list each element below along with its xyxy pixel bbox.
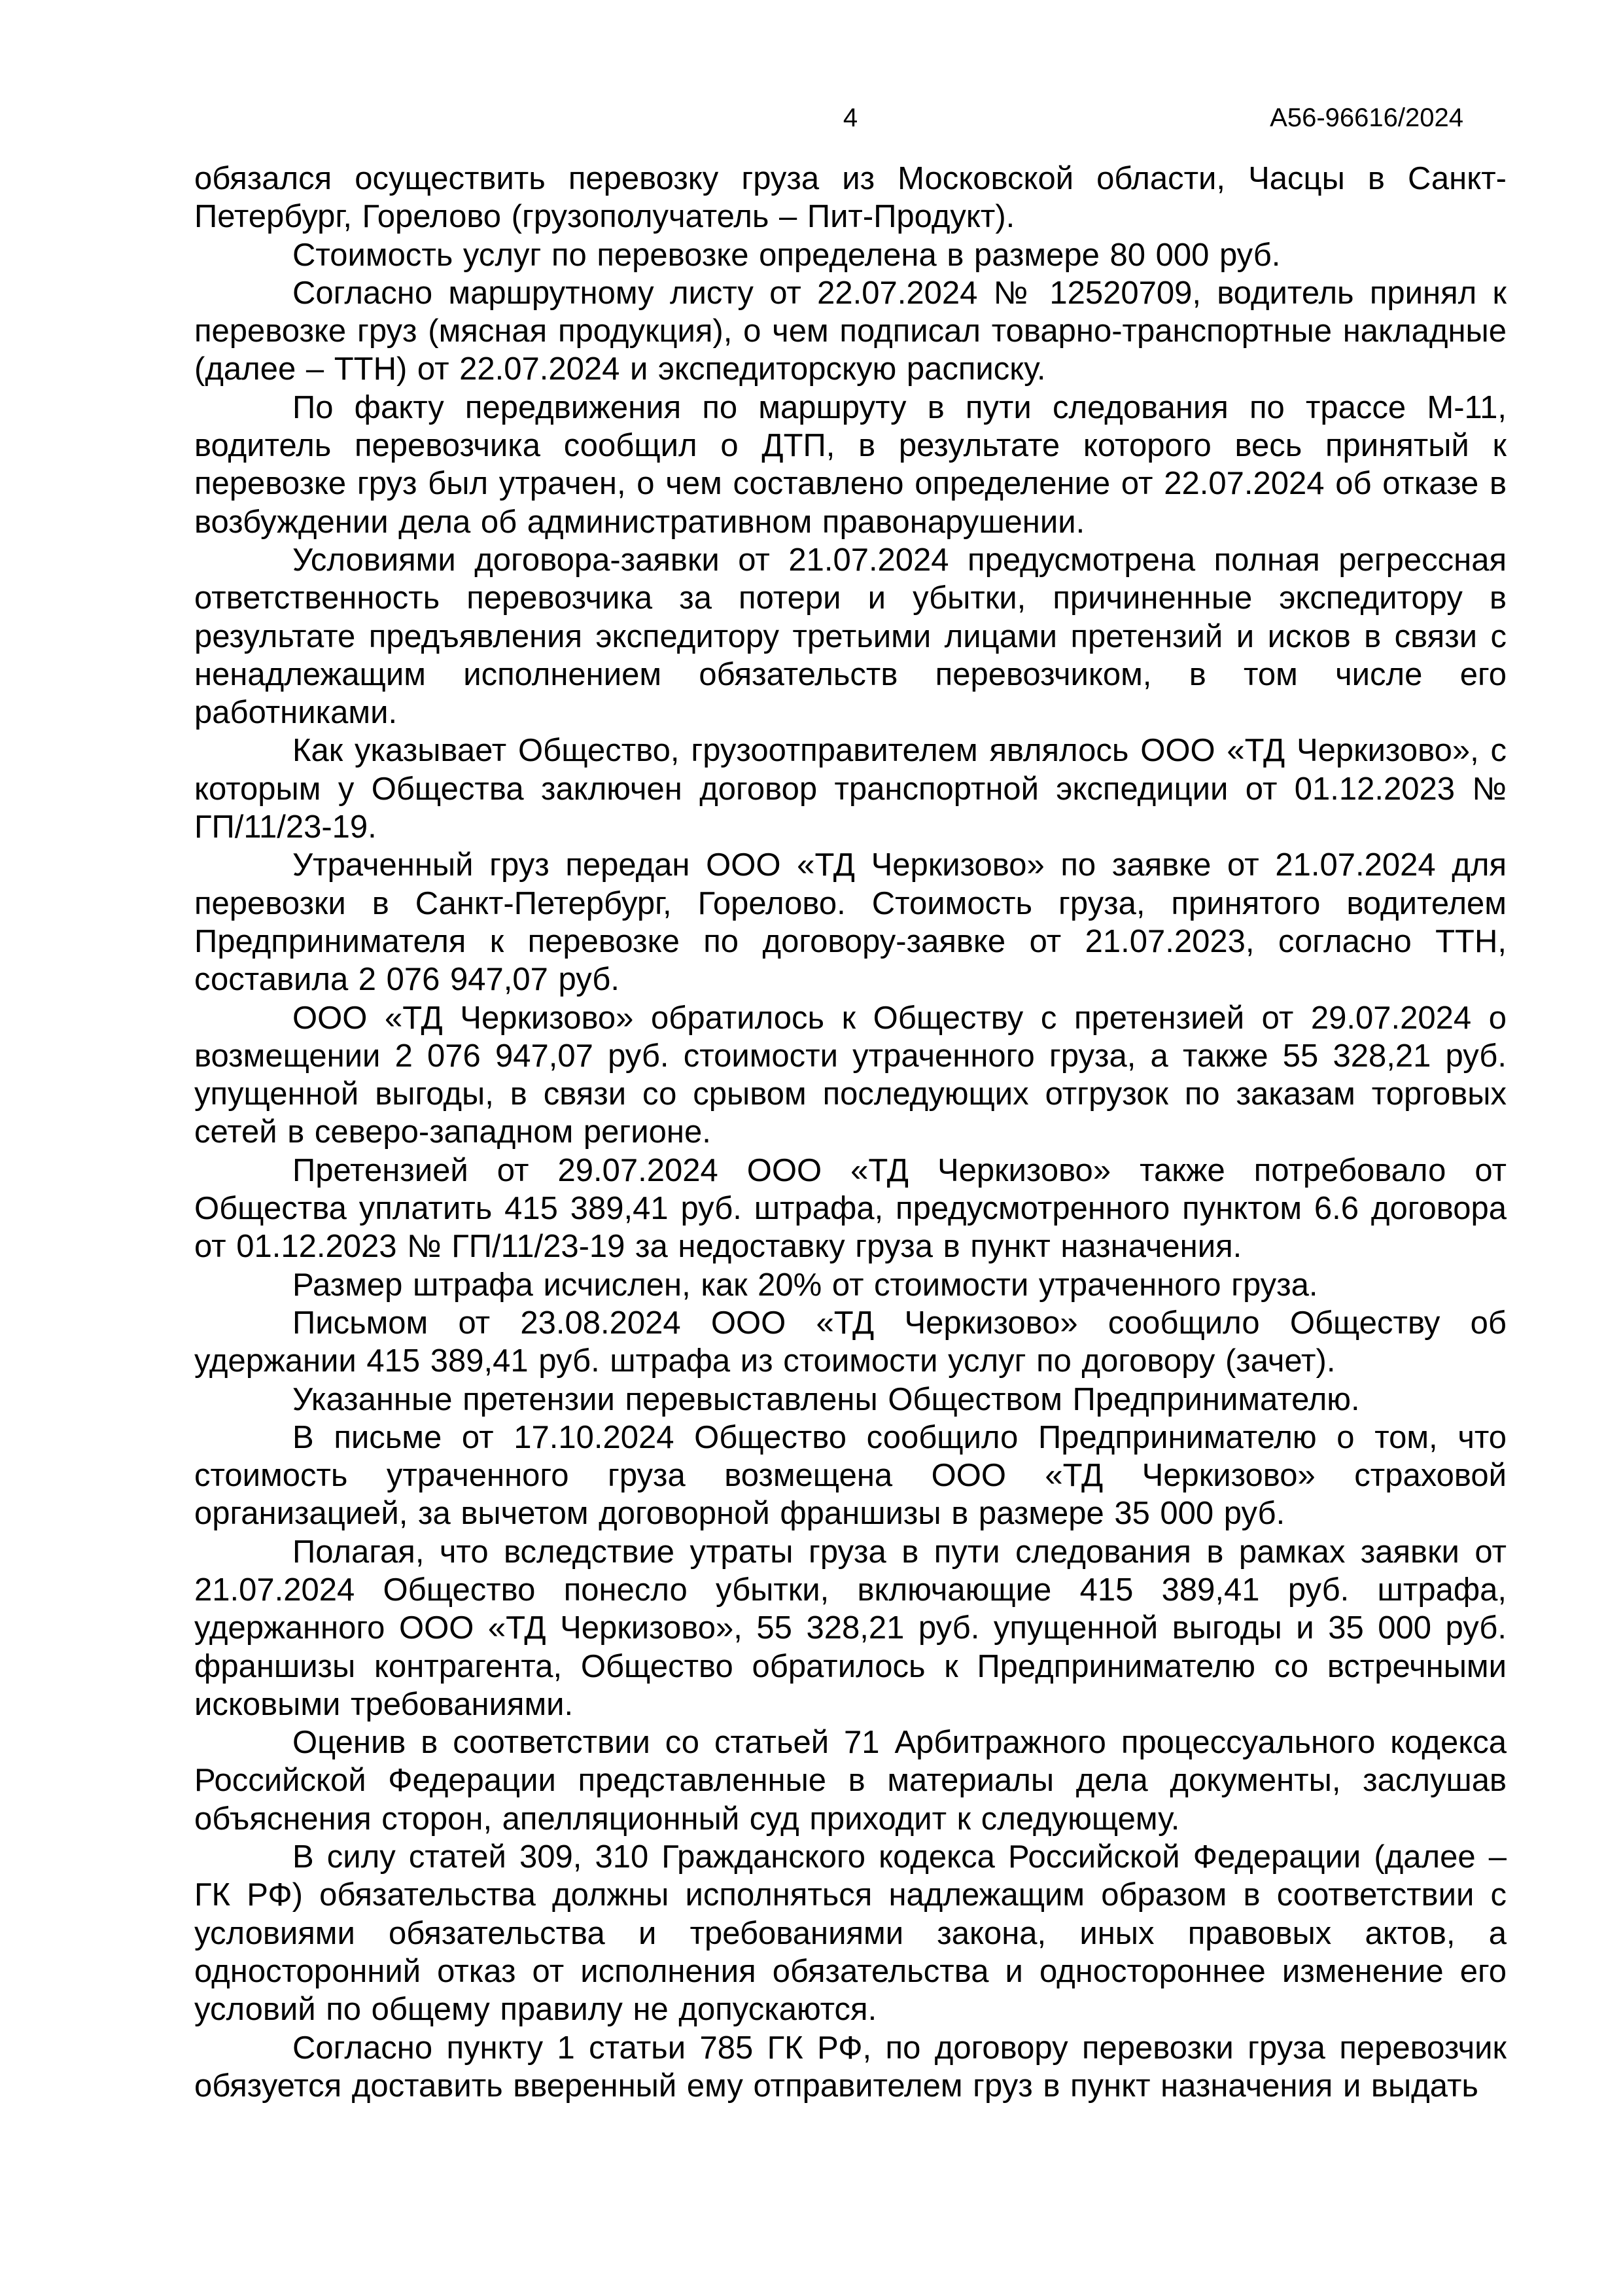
page-number: 4	[843, 103, 858, 132]
paragraph: ООО «ТД Черкизово» обратилось к Обществу с претензией от 29.07.2024 о возмещении 2 076 947,07 руб. стоимости утраченного груза, а также 55 328,21 руб. упущенной выгоды, в связи со срывом последующих отгрузок по заказам торговых сетей в северо-западном регионе.	[194, 1000, 1507, 1150]
paragraph: Полагая, что вследствие утраты груза в пути следования в рамках заявки от 21.07.2024 Общество понесло убытки, включающие 415 389,41 руб. штрафа, удержанного ООО «ТД Черкизово», 55 328,21 руб. упущенной выгоды и 35 000 руб. франшизы контрагента, Общество обратилось к Предпринимателю со встречными исковыми требованиями.	[194, 1534, 1507, 1722]
page-header	[194, 102, 1507, 136]
judgment-text	[194, 160, 1507, 2105]
paragraph: Претензией от 29.07.2024 ООО «ТД Черкизово» также потребовало от Общества уплатить 415 389,41 руб. штрафа, предусмотренного пунктом 6.6 договора от 01.12.2023 № ГП/11/23-19 за недоставку груза в пункт назначения.	[194, 1152, 1507, 1265]
paragraph: Оценив в соответствии со статьей 71 Арбитражного процессуального кодекса Российской Федерации представленные в материалы дела документы, заслушав объяснения сторон, апелляционный суд приходит к следующему.	[194, 1725, 1507, 1837]
paragraph: Как указывает Общество, грузоотправителем являлось ООО «ТД Черкизово», с которым у Общества заключен договор транспортной экспедиции от 01.12.2023 № ГП/11/23-19.	[194, 733, 1507, 845]
paragraph: По факту передвижения по маршруту в пути следования по трассе М-11, водитель перевозчика сообщил о ДТП, в результате которого весь принятый к перевозке груз был утрачен, о чем составлено определение от 22.07.2024 об отказе в возбуждении дела об административном правонарушении.	[194, 389, 1507, 540]
case-number: А56-96616/2024	[1270, 103, 1463, 132]
paragraph: В письме от 17.10.2024 Общество сообщило Предпринимателю о том, что стоимость утраченного груза возмещена ООО «ТД Черкизово» страховой организацией, за вычетом договорной франшизы в размере 35 000 руб.	[194, 1419, 1507, 1532]
paragraph: Стоимость услуг по перевозке определена в размере 80 000 руб.	[292, 237, 1281, 273]
paragraph: Указанные претензии перевыставлены Обществом Предпринимателю.	[292, 1381, 1360, 1417]
paragraph: Согласно пункту 1 статьи 785 ГК РФ, по договору перевозки груза перевозчик обязуется доставить вверенный ему отправителем груз в пункт назначения и выдать	[194, 2030, 1507, 2104]
paragraph: Размер штрафа исчислен, как 20% от стоимости утраченного груза.	[292, 1267, 1318, 1303]
paragraph: Утраченный груз передан ООО «ТД Черкизово» по заявке от 21.07.2024 для перевозки в Санкт-Петербург, Горелово. Стоимость груза, принятого водителем Предпринимателя к перевозке по договору-заявке от 21.07.2023, согласно ТТН, составила 2 076 947,07 руб.	[194, 847, 1507, 998]
paragraph: В силу статей 309, 310 Гражданского кодекса Российской Федерации (далее – ГК РФ) обязательства должны исполняться надлежащим образом в соответствии с условиями обязательства и требованиями закона, иных правовых актов, а односторонний отказ от исполнения обязательства и одностороннее изменение его условий по общему правилу не допускаются.	[194, 1839, 1507, 2028]
paragraph: Согласно маршрутному листу от 22.07.2024 № 12520709, водитель принял к перевозке груз (мясная продукция), о чем подписал товарно-транспортные накладные (далее – ТТН) от 22.07.2024 и экспедиторскую расписку.	[194, 275, 1507, 387]
paragraph: Письмом от 23.08.2024 ООО «ТД Черкизово» сообщило Обществу об удержании 415 389,41 руб. штрафа из стоимости услуг по договору (зачет).	[194, 1305, 1507, 1379]
paragraph: Условиями договора-заявки от 21.07.2024 предусмотрена полная регрессная ответственность перевозчика за потери и убытки, причиненные экспедитору в результате предъявления экспедитору третьими лицами претензий и исков в связи с ненадлежащим исполнением обязательств перевозчиком, в том числе его работниками.	[194, 542, 1507, 731]
paragraph: обязался осуществить перевозку груза из Московской области, Часцы в Санкт-Петербург, Горелово (грузополучатель – Пит-Продукт).	[194, 161, 1507, 235]
